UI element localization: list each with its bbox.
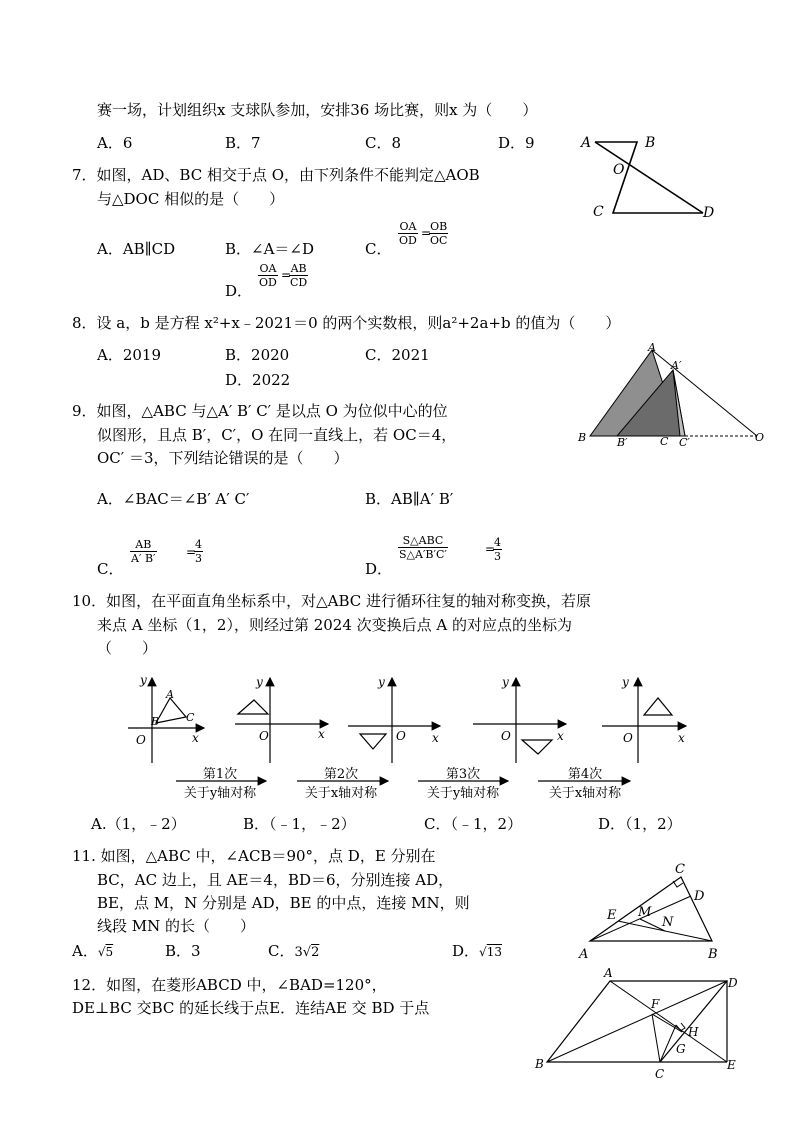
q8-option-c[interactable]: C．2021: [365, 346, 430, 364]
svg-text:E: E: [607, 908, 617, 923]
q11-option-c[interactable]: C．3√2: [268, 942, 320, 960]
svg-text:D: D: [728, 976, 738, 990]
q11-stem-line3: BE，点 M，N 分别是 AD，BE 的中点，连接 MN，则: [97, 894, 470, 912]
q10-panel-5: [602, 675, 686, 763]
q12-figure: [533, 965, 748, 1085]
svg-text:O: O: [259, 729, 269, 743]
q7-label-a: A: [581, 135, 592, 151]
svg-text:B: B: [151, 715, 160, 728]
q11-option-d[interactable]: D．√13: [452, 942, 502, 960]
q10-option-d[interactable]: D．（1，2）: [598, 815, 682, 833]
q10-stem-line2: 来点 A 坐标（1，2），则经过第 2024 次变换后点 A 的对应点的坐标为: [97, 616, 573, 634]
q10-option-c[interactable]: C．（﹣1，2）: [424, 815, 523, 833]
q9-option-d[interactable]: D．: [365, 560, 393, 578]
svg-text:O: O: [396, 729, 406, 743]
q10-panel-3: [348, 675, 440, 763]
q10-step-1-bottom: 关于y轴对称: [183, 786, 257, 801]
q10-step-4-top: 第4次: [567, 767, 603, 782]
svg-text:M: M: [638, 905, 652, 920]
q9-label-a: A: [648, 342, 656, 354]
q7-fraction-c-left: $\frac{OA}{OD}$: [399, 220, 417, 247]
svg-text:O: O: [623, 731, 633, 745]
svg-text:A: A: [166, 688, 174, 701]
svg-text:A: A: [579, 947, 589, 962]
q11-stem-line2: BC，AC 边上，且 AE＝4，BD＝6，分别连接 AD，: [97, 871, 454, 889]
svg-text:A: A: [604, 966, 613, 980]
q9-label-b-prime: B′: [617, 436, 628, 447]
q7-fraction-d-equals: =: [281, 268, 292, 282]
svg-text:D: D: [694, 889, 705, 904]
q7-label-o: O: [613, 162, 625, 178]
q10-panel-2: [235, 675, 328, 763]
svg-text:H: H: [688, 1025, 699, 1039]
q7-stem-line2: 与△DOC 相似的是（ ）: [97, 190, 285, 208]
q11-figure: [575, 858, 725, 964]
q9-option-a[interactable]: A．∠BAC＝∠B′ A′ C′: [97, 490, 250, 508]
svg-text:C: C: [186, 711, 195, 724]
q9-fraction-d-equals: =: [485, 542, 496, 556]
svg-text:x: x: [192, 731, 199, 745]
q7-option-d[interactable]: D．: [225, 282, 253, 300]
svg-text:y: y: [378, 675, 385, 689]
q9-fraction-d-value: $\frac{4}{3}$: [494, 536, 501, 563]
q7-label-d: D: [703, 205, 715, 221]
q7-option-b[interactable]: B．∠A＝∠D: [225, 240, 315, 258]
q9-option-b[interactable]: B．AB∥A′ B′: [365, 490, 454, 508]
q6-option-d[interactable]: D．9: [498, 134, 535, 152]
q10-step-3-bottom: 关于y轴对称: [426, 786, 500, 801]
q12-stem-line2: DE⊥BC 交BC 的延长线于点E．连结AE 交 BD 于点: [72, 999, 430, 1017]
q11-stem-line1: 11. 如图，△ABC 中，∠ACB＝90°，点 D，E 分别在: [72, 847, 436, 865]
q9-fraction-d-left: S△ABC S△A′B′C′: [399, 534, 447, 561]
q10-option-b[interactable]: B．（﹣1，﹣2）: [243, 815, 356, 833]
q10-step-2-bottom: 关于x轴对称: [304, 786, 378, 801]
q11-option-b[interactable]: B．3: [165, 942, 201, 960]
svg-text:B: B: [535, 1057, 544, 1071]
svg-text:y: y: [502, 675, 509, 689]
q10-panel-1: [128, 673, 204, 763]
q7-fraction-d-right: $\frac{AB}{CD}$: [290, 262, 308, 289]
svg-text:x: x: [318, 727, 325, 741]
q9-label-o: O: [755, 431, 765, 444]
svg-text:x: x: [557, 729, 564, 743]
svg-text:y: y: [140, 673, 147, 687]
q6-stem: 赛一场，计划组织x 支球队参加，安排36 场比赛，则x 为（ ）: [97, 101, 538, 119]
q9-label-a-prime: A′: [671, 359, 682, 372]
q9-stem-line3: OC′ ＝3，下列结论错误的是（ ）: [97, 449, 349, 467]
q8-stem: 8．设 a，b 是方程 x²+x﹣2021＝0 的两个实数根，则a²+2a+b 的值为（ ）: [72, 314, 621, 332]
svg-text:x: x: [678, 731, 685, 745]
q9-fraction-c-equals: =: [186, 545, 197, 559]
q9-label-c: C: [660, 435, 669, 447]
q10-stem-line3: （ ）: [97, 639, 158, 657]
svg-text:F: F: [651, 997, 660, 1011]
svg-text:C: C: [675, 862, 685, 877]
q9-stem-line2: 似图形，且点 B′，C′，O 在同一直线上，若 OC＝4，: [97, 426, 457, 444]
q8-option-b[interactable]: B．2020: [225, 346, 290, 364]
q11-option-a[interactable]: A．√5: [72, 942, 114, 960]
q9-fraction-c-left: $\frac{AB}{A' B'}$: [131, 538, 156, 565]
q9-option-c[interactable]: C．: [97, 560, 124, 578]
q10-panel-4: [473, 675, 566, 763]
svg-text:x: x: [432, 731, 439, 745]
q12-stem-line1: 12．如图，在菱形ABCD 中，∠BAD=120°，: [72, 976, 387, 994]
q7-option-c[interactable]: C．: [365, 240, 392, 258]
q10-stem-line1: 10．如图，在平面直角坐标系中，对△ABC 进行循环往复的轴对称变换，若原: [72, 592, 592, 610]
q9-label-c-prime: C′: [679, 436, 690, 447]
svg-text:O: O: [136, 733, 146, 747]
q7-fraction-c-equals: =: [421, 226, 432, 240]
q7-figure: [575, 128, 725, 223]
q10-step-4-bottom: 关于x轴对称: [548, 786, 622, 801]
q7-option-a[interactable]: A．AB∥CD: [97, 240, 176, 258]
q10-step-1-top: 第1次: [202, 767, 238, 782]
svg-text:G: G: [676, 1042, 686, 1056]
svg-text:y: y: [256, 675, 263, 689]
q7-label-c: C: [593, 204, 604, 220]
svg-text:O: O: [501, 729, 511, 743]
q9-figure: [575, 342, 770, 447]
svg-text:y: y: [622, 675, 629, 689]
svg-text:N: N: [662, 915, 674, 930]
q10-step-2-top: 第2次: [323, 767, 359, 782]
q7-fraction-d-left: $\frac{OA}{OD}$: [259, 262, 277, 289]
q10-step-3-top: 第3次: [445, 767, 481, 782]
q7-fraction-c-right: $\frac{OB}{OC}$: [430, 220, 448, 247]
q7-label-b: B: [645, 135, 656, 151]
svg-text:B: B: [708, 947, 718, 962]
svg-text:C: C: [655, 1067, 665, 1081]
q6-option-b[interactable]: B．7: [225, 134, 261, 152]
q10-option-a[interactable]: A.（1，﹣2）: [91, 815, 186, 833]
q6-option-c[interactable]: C．8: [365, 134, 402, 152]
q9-fraction-c-value: $\frac{4}{3}$: [195, 538, 202, 565]
svg-text:E: E: [727, 1058, 736, 1072]
q9-label-b: B: [578, 431, 587, 444]
q8-option-a[interactable]: A．2019: [97, 346, 162, 364]
q11-stem-line4: 线段 MN 的长（ ）: [97, 917, 256, 935]
q8-option-d[interactable]: D．2022: [225, 371, 291, 389]
q9-stem-line1: 9．如图，△ABC 与△A′ B′ C′ 是以点 O 为位似中心的位: [72, 402, 448, 420]
q7-stem-line1: 7．如图，AD、BC 相交于点 O，由下列条件不能判定△AOB: [72, 166, 480, 184]
q6-option-a[interactable]: A．6: [97, 134, 133, 152]
